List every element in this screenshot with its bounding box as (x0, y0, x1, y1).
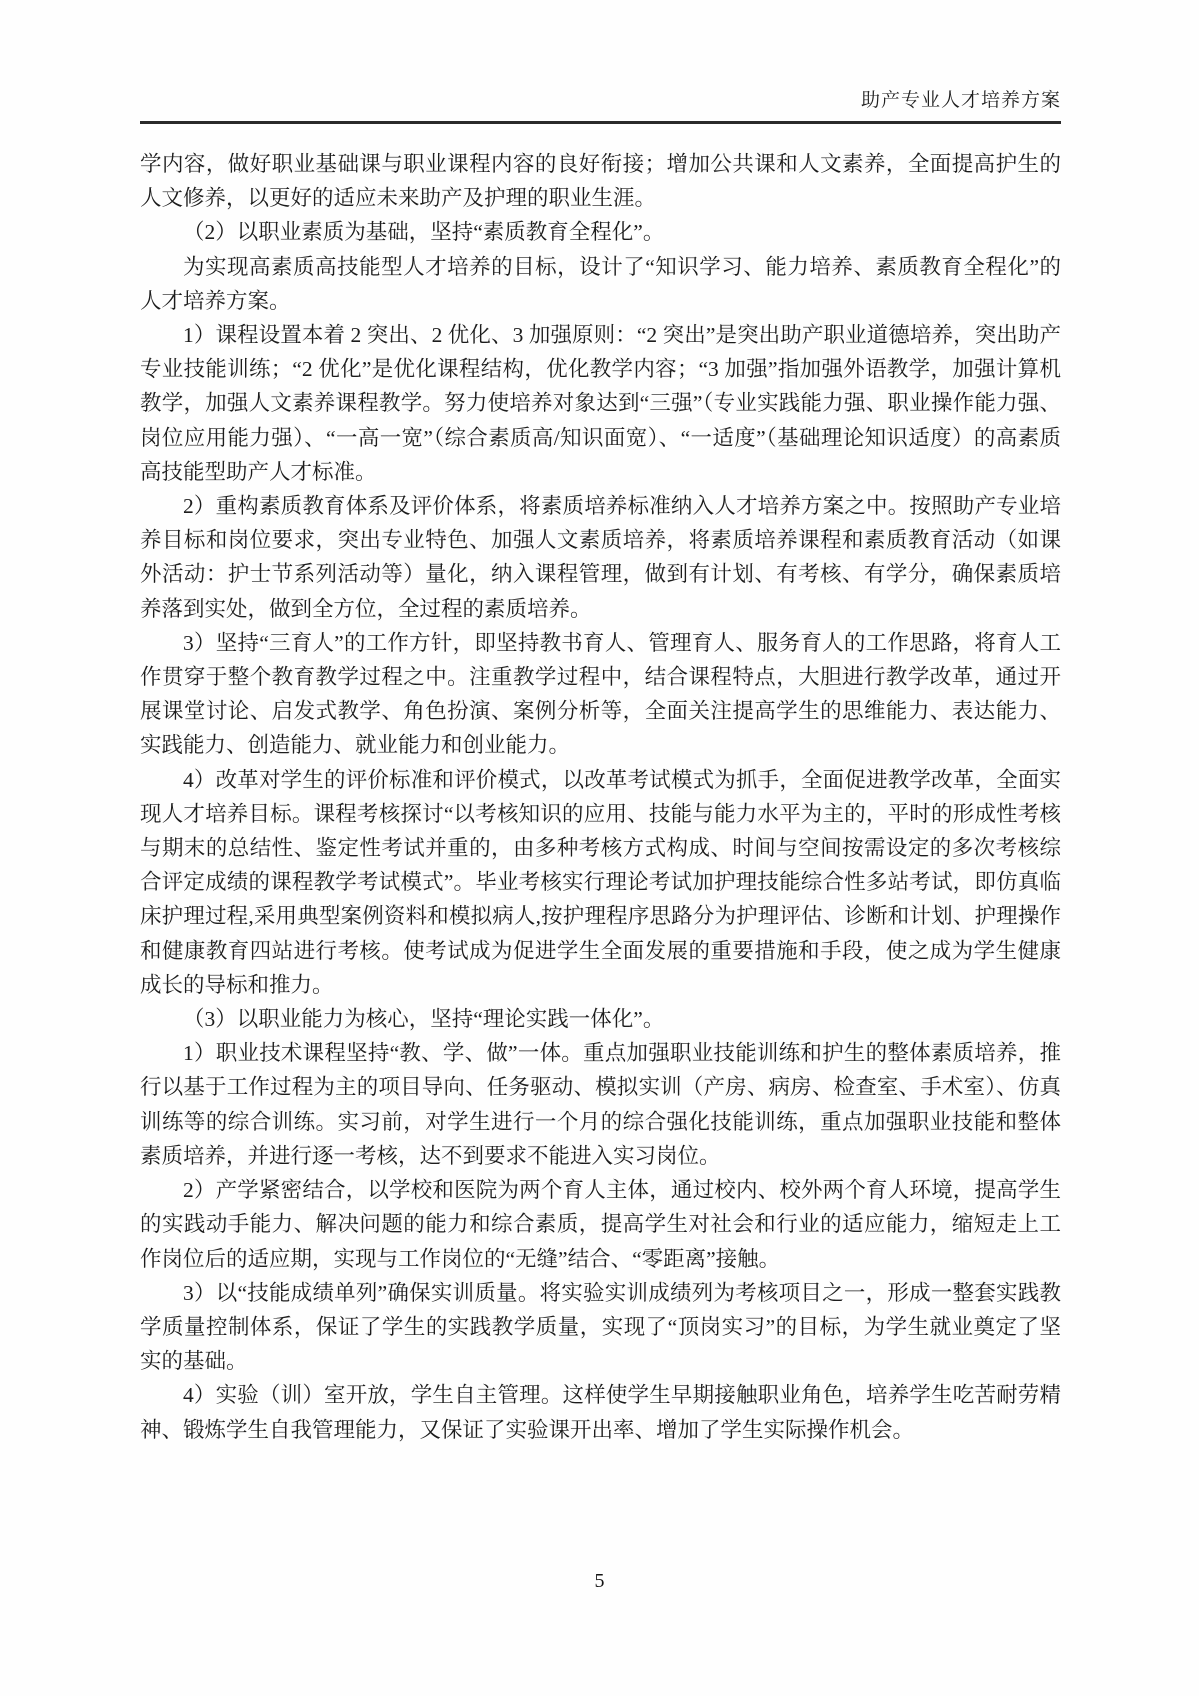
page-number: 5 (594, 1570, 605, 1592)
paragraph: 2）产学紧密结合，以学校和医院为两个育人主体，通过校内、校外两个育人环境，提高学生的实践动手能力、解决问题的能力和综合素质，提高学生对社会和行业的适应能力，缩短走上工作岗位后的适应期，实现与工作岗位的“无缝”结合、“零距离”接触。 (140, 1178, 1061, 1271)
paragraph: 4）实验（训）室开放，学生自主管理。这样使学生早期接触职业角色，培养学生吃苦耐劳精神、锻炼学生自我管理能力，又保证了实验课开出率、增加了学生实际操作机会。 (140, 1383, 1061, 1442)
paragraph: 3）以“技能成绩单列”确保实训质量。将实验实训成绩列为考核项目之一，形成一整套实践教学质量控制体系，保证了学生的实践教学质量，实现了“顶岗实习”的目标，为学生就业奠定了坚实的基础。 (140, 1280, 1061, 1374)
paragraph: 为实现高素质高技能型人才培养的目标，设计了“知识学习、能力培养、素质教育全程化”的人才培养方案。 (140, 254, 1061, 313)
paragraph: 3）坚持“三育人”的工作方针，即坚持教书育人、管理育人、服务育人的工作思路，将育人工作贯穿于整个教育教学过程之中。注重教学过程中，结合课程特点，大胆进行教学改革，通过开展课堂讨论、启发式教学、角色扮演、案例分析等，全面关注提高学生的思维能力、表达能力、实践能力、创造能力、就业能力和创业能力。 (140, 630, 1061, 758)
paragraph: （3）以职业能力为核心，坚持“理论实践一体化”。 (183, 1007, 665, 1032)
paragraph: 1）课程设置本着 2 突出、2 优化、3 加强原则：“2 突出”是突出助产职业道德培养，突出助产专业技能训练；“2 优化”是优化课程结构，优化教学内容；“3 加强”指加强外语教学，加强计算机教学，加强人文素养课程教学。努力使培养对象达到“三强”（专业实践能力强、职业操作能力强、岗位应用能力强）、“一高一宽”（综合素质高/知识面宽）、“一适度”（基础理论知识适度）的高素质高技能型助产人才标准。 (140, 323, 1061, 484)
document-body (140, 147, 1061, 1447)
paragraph: 2）重构素质教育体系及评价体系，将素质培养标准纳入人才培养方案之中。按照助产专业培养目标和岗位要求，突出专业特色、加强人文素质培养，将素质培养课程和素质教育活动（如课外活动：护士节系列活动等）量化，纳入课程管理，做到有计划、有考核、有学分，确保素质培养落到实处，做到全方位，全过程的素质培养。 (140, 494, 1061, 621)
page-header-title: 助产专业人才培养方案 (860, 90, 1061, 111)
paragraph: 4）改革对学生的评价标准和评价模式，以改革考试模式为抓手，全面促进教学改革，全面实现人才培养目标。课程考核探讨“以考核知识的应用、技能与能力水平为主的，平时的形成性考核与期末的总结性、鉴定性考试并重的，由多种考核方式构成、时间与空间按需设定的多次考核综合评定成绩的课程教学考试模式”。毕业考核实行理论考试加护理技能综合性多站考试，即仿真临床护理过程,采用典型案例资料和模拟病人,按护理程序思路分为护理评估、诊断和计划、护理操作和健康教育四站进行考核。使考试成为促进学生全面发展的重要措施和手段，使之成为学生健康成长的导标和推力。 (140, 767, 1061, 997)
paragraph: 学内容，做好职业基础课与职业课程内容的良好衔接；增加公共课和人文素养，全面提高护生的人文修养，以更好的适应未来助产及护理的职业生涯。 (140, 152, 1061, 211)
page-header (140, 88, 1061, 124)
paragraph: （2）以职业素质为基础，坚持“素质教育全程化”。 (183, 220, 665, 245)
paragraph: 1）职业技术课程坚持“教、学、做”一体。重点加强职业技能训练和护生的整体素质培养，推行以基于工作过程为主的项目导向、任务驱动、模拟实训（产房、病房、检查室、手术室）、仿真训练等的综合训练。实习前，对学生进行一个月的综合强化技能训练，重点加强职业技能和整体素质培养，并进行逐一考核，达不到要求不能进入实习岗位。 (140, 1041, 1061, 1168)
